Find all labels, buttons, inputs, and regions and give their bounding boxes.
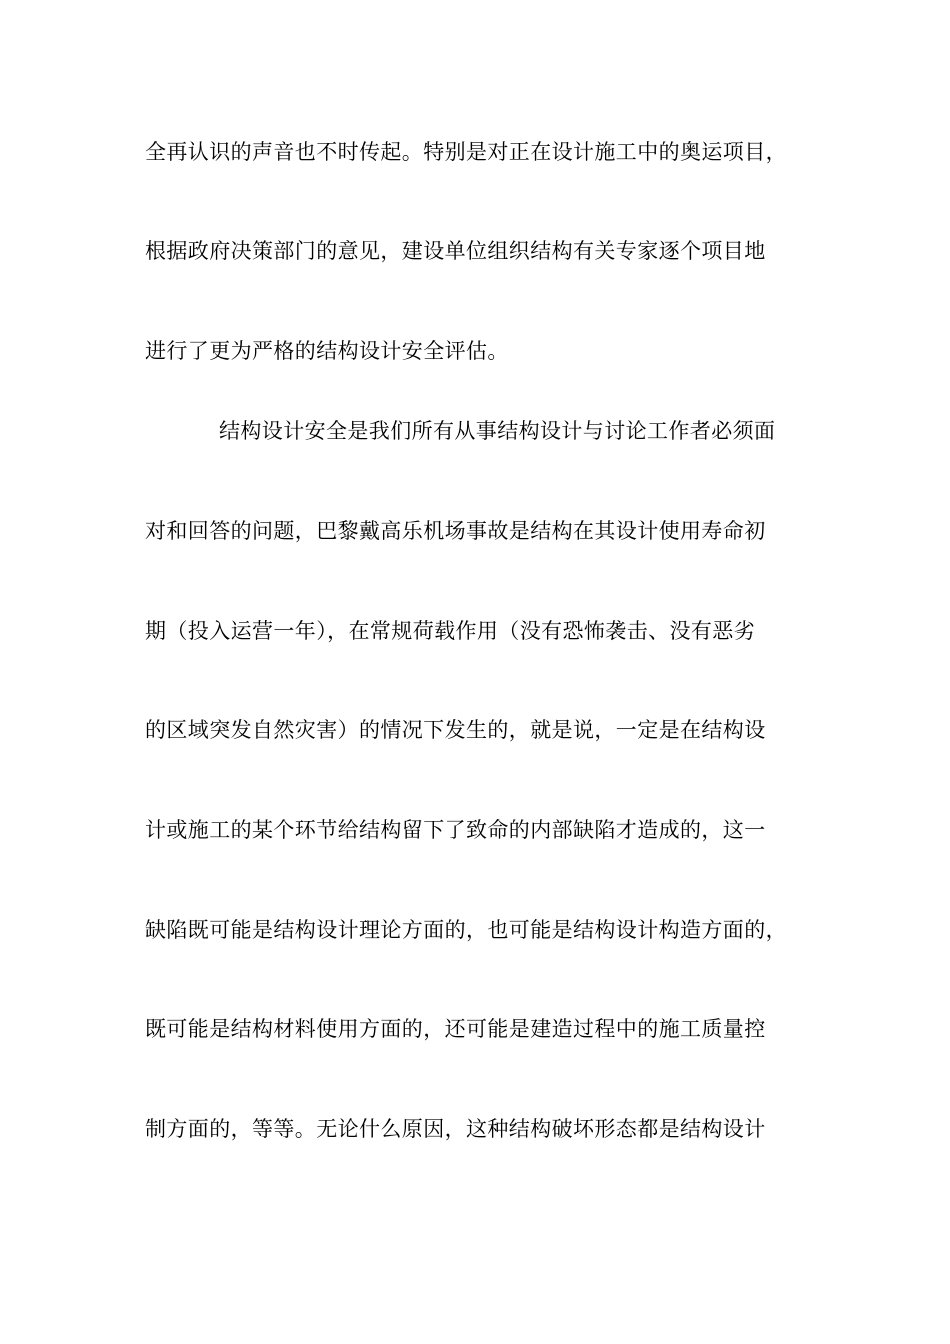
paragraph-line-8: 计或施工的某个环节给结构留下了致命的内部缺陷才造成的，这一: [145, 818, 766, 842]
paragraph-line-2: 根据政府决策部门的意见，建设单位组织结构有关专家逐个项目地: [145, 239, 766, 263]
paragraph-line-6: 期（投入运营一年），在常规荷载作用（没有恐怖袭击、没有恶劣: [145, 619, 756, 643]
paragraph-line-11: 制方面的，等等。无论什么原因，这种结构破坏形态都是结构设计: [145, 1117, 766, 1141]
paragraph-line-3: 进行了更为严格的结构设计安全评估。: [145, 339, 509, 363]
paragraph-line-4: 结构设计安全是我们所有从事结构设计与讨论工作者必须面: [219, 419, 776, 443]
paragraph-line-7: 的区域突发自然灾害）的情况下发生的，就是说，一定是在结构设: [145, 718, 766, 742]
paragraph-line-5: 对和回答的问题，巴黎戴高乐机场事故是结构在其设计使用寿命初: [145, 519, 766, 543]
paragraph-line-1: 全再认识的声音也不时传起。特别是对正在设计施工中的奥运项目，: [145, 140, 787, 164]
paragraph-line-10: 既可能是结构材料使用方面的，还可能是建造过程中的施工质量控: [145, 1017, 766, 1041]
paragraph-line-9: 缺陷既可能是结构设计理论方面的，也可能是结构设计构造方面的，: [145, 918, 787, 942]
